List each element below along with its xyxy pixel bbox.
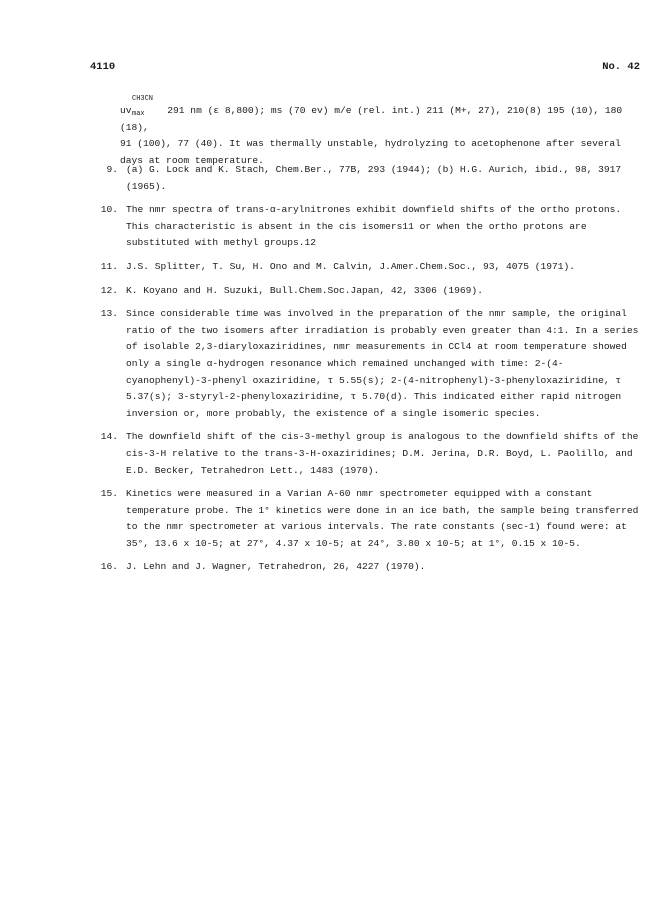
issue-number: No. 42	[602, 61, 640, 73]
note-11	[88, 259, 642, 276]
page-number: 4110	[90, 61, 116, 73]
note-15	[88, 486, 642, 552]
notes-list	[88, 162, 642, 583]
note-text: Since considerable time was involved in the preparation of the nmr sample, the original ratio of the two isomers after irradiation is probably even greater than 4:1. In a series of isolable 2,3-diaryloxaziridines, nmr measurements in CCl4 at room temperature showed only a single α-hydrogen resonance which remained unchanged with time: 2-(4-cyanophenyl)-3-phenyl oxaziridine, τ 5.55(s); 2-(4-nitrophenyl)-3-phenyloxaziridine, τ 5.37(s); 3-styryl-2-phenyloxaziridine, τ 5.70(d). This indicated either rapid nitrogen inversion or, more probably, the existence of a single isomeric species.	[126, 308, 639, 419]
note-number: 15.	[100, 488, 118, 500]
continuation-line-1	[120, 95, 642, 136]
uv-solvent: CH3CN	[132, 95, 154, 103]
note-13	[88, 306, 642, 422]
note-text: K. Koyano and H. Suzuki, Bull.Chem.Soc.Japan, 42, 3306 (1969).	[126, 284, 483, 296]
note-9	[88, 162, 642, 195]
note-number: 12.	[100, 284, 118, 296]
continuation-line-3: days at room temperature.	[120, 154, 264, 166]
note-text: J. Lehn and J. Wagner, Tetrahedron, 26, 4227 (1970).	[126, 561, 426, 573]
note-10	[88, 202, 642, 252]
note-number: 11.	[100, 260, 118, 272]
note-16	[88, 559, 642, 576]
note-text: Kinetics were measured in a Varian A-60 nmr spectrometer equipped with a constant temperature probe. The 1° kinetics were done in an ice bath, the sample being transferred to the nmr spectrometer at various intervals. The rate constants (sec-1) found were: at 35°, 13.6 x 10-5; at 27°, 4.37 x 10-5; at 24°, 3.80 x 10-5; at 1°, 0.15 x 10-5.	[126, 488, 639, 549]
note-number: 13.	[100, 308, 118, 320]
continuation-line-1-text: 291 nm (ε 8,800); ms (70 ev) m/e (rel. int.) 211 (M+, 27), 210(8) 195 (10), 180 (18),	[120, 105, 623, 133]
continuation-block	[88, 95, 642, 169]
note-12	[88, 283, 642, 300]
note-number: 14.	[100, 431, 118, 443]
note-number: 16.	[100, 561, 118, 573]
note-number: 9.	[106, 164, 118, 175]
note-text: The downfield shift of the cis-3-methyl group is analogous to the downfield shifts of the cis-3-H relative to the trans-3-H-oxaziridines; D.M. Jerina, D.R. Boyd, L. Paolillo, and E.D. Becker, Tetrahedron Lett., 1483 (1970).	[126, 431, 639, 476]
note-text: (a) G. Lock and K. Stach, Chem.Ber., 77B, 293 (1944); (b) H.G. Aurich, ibid., 98, 3917 (1965).	[126, 164, 622, 192]
note-text: J.S. Splitter, T. Su, H. Ono and M. Calvin, J.Amer.Chem.Soc., 93, 4075 (1971).	[126, 260, 576, 272]
continuation-line-2: 91 (100), 77 (40). It was thermally unstable, hydrolyzing to acetophenone after several	[120, 138, 621, 150]
note-14	[88, 429, 642, 479]
note-text: The nmr spectra of trans-α-arylnitrones exhibit downfield shifts of the ortho protons. This characteristic is absent in the cis isomers11 or when the ortho protons are substituted with methyl groups.12	[126, 204, 622, 249]
uv-max: max	[132, 110, 145, 118]
uv-symbol: uv CH3CN max	[120, 95, 154, 118]
note-number: 10.	[100, 204, 118, 216]
